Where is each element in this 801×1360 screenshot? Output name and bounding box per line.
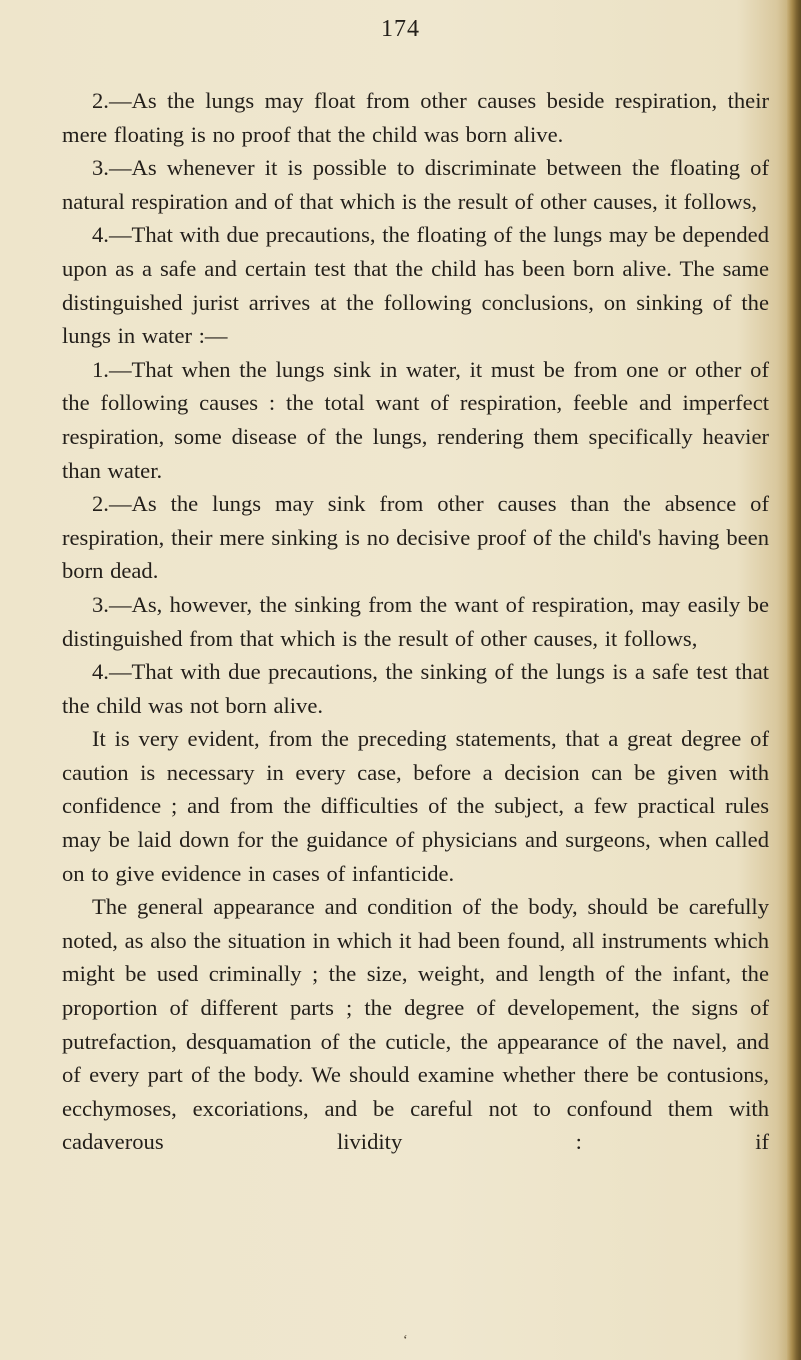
paragraph: 3.—As, however, the sinking from the want of respiration, may easily be distinguished from that which is the result of other causes, it follows,	[62, 591, 769, 651]
paragraph: 4.—That with due precautions, the floating of the lungs may be depended upon as a safe and certain test that the child has been born alive. The same distinguished jurist arrives at the following conclusions, on sinking of the lungs in water :—	[62, 222, 769, 349]
paragraph: 3.—As whenever it is possible to discriminate between the floating of natural respiration and of that which is the result of other causes, it follows,	[62, 155, 769, 214]
paragraph: 1.—That when the lungs sink in water, it must be from one or other of the following causes : the total want of respiration, feeble and imperfect respiration, some disease of the lungs, rendering them specifically heavier than water.	[62, 356, 769, 483]
printer-mark: ‘	[403, 1333, 408, 1348]
paragraph: The general appearance and condition of the body, should be carefully noted, as also the situation in which it had been found, all instruments which might be used criminally ; the size, weight, and length of the infant, the proportion of different parts ; the degree of developement, the signs of putrefaction, desquamation of the cuticle, the appearance of the navel, and of every part of the body. We should examine whether there be contusions, ecchymoses, excoriations, and be careful not to confound them with cadaverous lividity : if	[62, 894, 769, 1155]
paragraph: 4.—That with due precautions, the sinking of the lungs is a safe test that the child was not born alive.	[62, 659, 769, 718]
paragraph: It is very evident, from the preceding statements, that a great degree of caution is necessary in every case, before a decision can be given with confidence ; and from the difficulties of the subject, a few practical rules may be laid down for the guidance of physicians and surgeons, when called on to give evidence in cases of infanticide.	[62, 726, 769, 886]
page-number: 174	[381, 16, 420, 42]
body-text	[62, 84, 769, 1159]
paragraph: 2.—As the lungs may sink from other causes than the absence of respiration, their mere sinking is no decisive proof of the child's having been born dead.	[62, 491, 769, 584]
page-edge	[787, 0, 801, 1360]
paragraph: 2.—As the lungs may float from other causes beside respiration, their mere floating is no proof that the child was born alive.	[62, 88, 769, 147]
